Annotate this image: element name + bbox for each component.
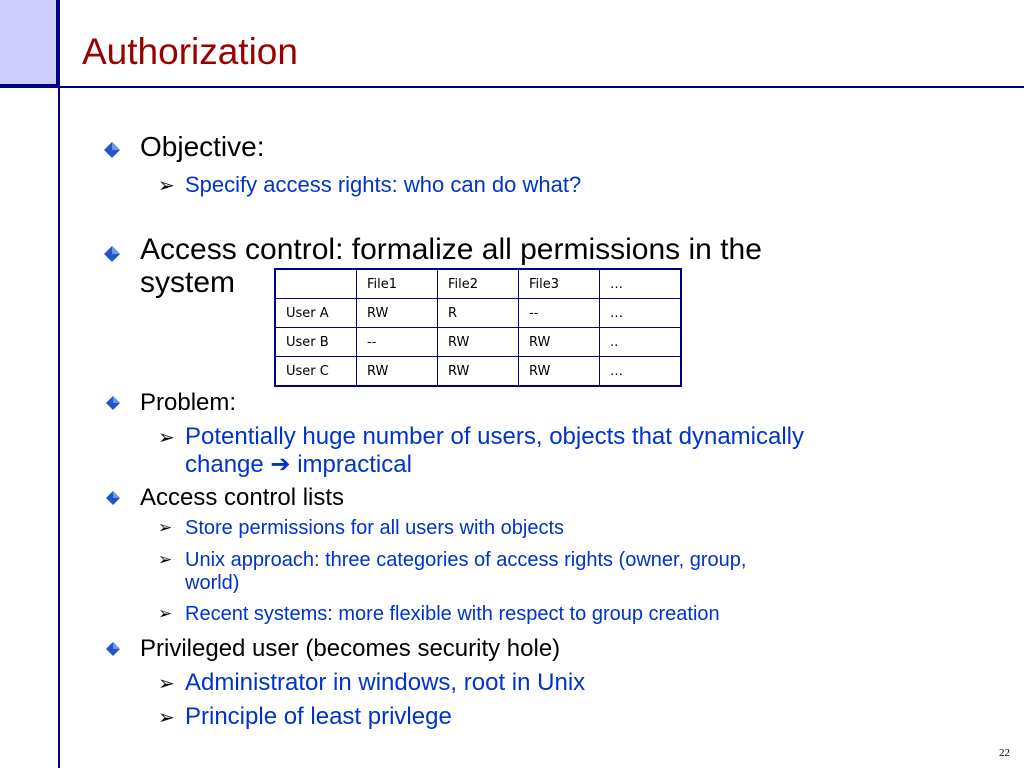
page-number: 22 [999, 747, 1010, 759]
table-cell: -- [519, 299, 600, 328]
diamond-bullet-icon [106, 491, 120, 505]
bullet-text: Objective: [140, 131, 265, 162]
table-cell: RW [357, 299, 438, 328]
table-row [275, 299, 681, 328]
diamond-bullet-icon [106, 642, 120, 656]
sub-bullet-text: Store permissions for all users with objects [185, 517, 565, 539]
bullet-text-line1: Access control: formalize all permissions in the [140, 233, 762, 266]
table-cell: … [600, 357, 682, 387]
sub-bullet-text-line1: Unix approach: three categories of access rights (owner, group, [185, 549, 747, 571]
access-matrix-table [274, 268, 682, 387]
bullet-text: Access control lists [140, 484, 345, 511]
table-row [275, 328, 681, 357]
right-arrow-icon: ➔ [270, 450, 291, 478]
horizontal-rule [0, 86, 1024, 88]
bullet-text: Privileged user (becomes security hole) [140, 635, 561, 662]
table-cell: User A [275, 299, 357, 328]
diamond-bullet-icon [104, 246, 120, 262]
table-cell: -- [357, 328, 438, 357]
arrow-bullet-icon: ➢ [158, 550, 173, 570]
table-cell: File3 [519, 269, 600, 299]
sub-bullet-text: Administrator in windows, root in Unix [185, 669, 586, 696]
table-cell: R [438, 299, 519, 328]
vertical-rule [58, 0, 60, 768]
table-cell: RW [519, 328, 600, 357]
sub-bullet-text-line2: world) [185, 572, 240, 594]
arrow-bullet-icon: ➢ [158, 671, 175, 695]
table-cell: RW [357, 357, 438, 387]
slide-title: Authorization [82, 31, 298, 72]
sub-bullet-text-line1: Potentially huge number of users, objects that dynamically [185, 423, 804, 450]
table-cell: RW [438, 357, 519, 387]
arrow-bullet-icon: ➢ [158, 705, 175, 729]
sub-bullet-text-part: impractical [297, 451, 412, 478]
table-cell: .. [600, 328, 682, 357]
table-cell: File1 [357, 269, 438, 299]
bullet-text-line2: system [140, 266, 236, 299]
table-cell: RW [519, 357, 600, 387]
sub-bullet-text-part: change [185, 451, 264, 478]
sub-bullet-text-line2 [185, 450, 412, 479]
arrow-bullet-icon: ➢ [158, 604, 173, 624]
arrow-bullet-icon: ➢ [158, 173, 175, 197]
bullet-text: Problem: [140, 389, 237, 416]
sub-bullet-text: Principle of least privlege [185, 703, 452, 730]
arrow-bullet-icon: ➢ [158, 425, 175, 449]
table-cell: RW [438, 328, 519, 357]
table-cell: File2 [438, 269, 519, 299]
table-row [275, 357, 681, 387]
diamond-bullet-icon [106, 396, 120, 410]
sub-bullet-text: Specify access rights: who can do what? [185, 172, 582, 197]
table-cell: User C [275, 357, 357, 387]
table-cell: … [600, 299, 682, 328]
diamond-bullet-icon [104, 142, 120, 158]
table-cell: User B [275, 328, 357, 357]
table-cell: … [600, 269, 682, 299]
corner-decoration [0, 0, 58, 86]
table-header-row [275, 269, 681, 299]
arrow-bullet-icon: ➢ [158, 518, 173, 538]
table-cell [275, 269, 357, 299]
sub-bullet-text: Recent systems: more flexible with respect to group creation [185, 603, 720, 625]
